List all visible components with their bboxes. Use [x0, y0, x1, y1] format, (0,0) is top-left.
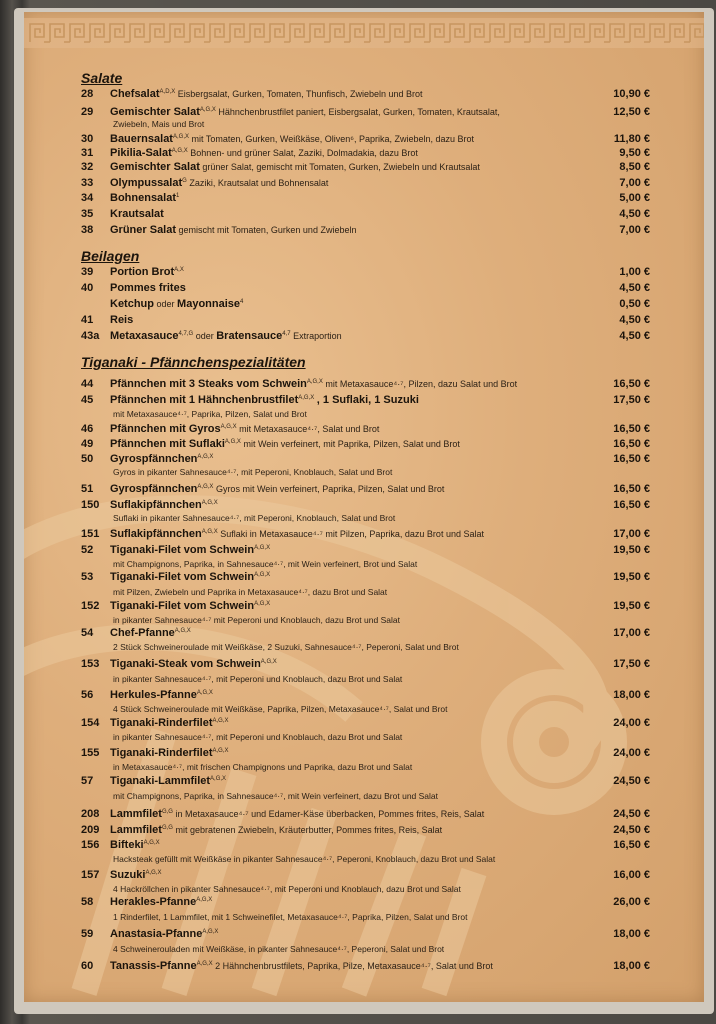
menu-item-line	[110, 896, 212, 908]
item-subdescription: mit Metaxasauce⁴·⁷, Paprika, Pilzen, Salat und Brot	[113, 409, 307, 419]
item-description: gemischt mit Tomaten, Gurken und Zwiebeln	[178, 225, 357, 235]
menu-item-line	[110, 960, 493, 972]
allergen-codes: A,G,X	[199, 107, 216, 113]
section-title: Salate	[81, 70, 123, 86]
item-subdescription: in pikanter Sahnesauce⁴·⁷, mit Peperoni und Knoblauch, dazu Brot und Salat	[113, 732, 403, 742]
item-description: oder	[195, 331, 214, 341]
item-name: Tiganaki-Filet vom Schwein	[110, 600, 255, 612]
menu-item-line	[110, 928, 218, 940]
item-number: 49	[81, 438, 94, 450]
item-price: 16,50 €	[613, 483, 650, 495]
item-price: 24,00 €	[613, 747, 650, 759]
item-number: 152	[81, 600, 100, 612]
menu-item-line	[110, 499, 218, 511]
allergen-codes: A,G,X	[171, 148, 188, 154]
menu-page	[24, 12, 704, 1002]
item-price: 17,50 €	[613, 394, 650, 406]
allergen-codes: A,G,X	[196, 897, 213, 903]
item-price: 19,50 €	[613, 600, 650, 612]
allergen-codes: A,G,X	[201, 529, 218, 535]
item-name: Metaxasauce	[110, 330, 179, 342]
item-name: Tiganaki-Filet vom Schwein	[110, 544, 255, 556]
allergen-codes: A,G,X	[298, 395, 315, 401]
item-number: 58	[81, 896, 94, 908]
allergen-codes: G	[182, 178, 187, 184]
item-name: Lammfilet	[110, 824, 162, 836]
item-name: Pfännchen mit 1 Hähnchenbrustfilet	[110, 394, 299, 406]
item-number: 31	[81, 147, 94, 159]
item-number: 39	[81, 266, 94, 278]
allergen-codes: A,G,X	[174, 628, 191, 634]
item-name-secondary: Bratensauce	[216, 330, 283, 342]
allergen-codes: A,G,X	[143, 840, 160, 846]
item-name: Ketchup	[110, 298, 154, 310]
item-name: Tiganaki-Rinderfilet	[110, 717, 213, 729]
allergen-codes: A,G,X	[197, 454, 214, 460]
item-description: mit Metaxasauce⁴·⁷, Pilzen, dazu Salat und Brot	[325, 379, 518, 389]
menu-item-line	[110, 808, 484, 820]
item-price: 16,00 €	[613, 869, 650, 881]
item-price: 18,00 €	[613, 928, 650, 940]
item-price: 17,50 €	[613, 658, 650, 670]
item-number: 54	[81, 627, 94, 639]
menu-item-line	[110, 747, 229, 759]
item-description: Gyros mit Wein verfeinert, Paprika, Pilzen, Salat und Brot	[215, 484, 445, 494]
item-price: 5,00 €	[619, 192, 650, 204]
item-subdescription: 4 Stück Schweineroulade mit Weißkäse, Paprika, Pilzen, Metaxasauce⁴·⁷, Salat und Brot	[113, 704, 448, 714]
item-number: 154	[81, 717, 100, 729]
item-name-secondary: , 1 Suflaki, 1 Suzuki	[316, 394, 419, 406]
item-price: 24,50 €	[613, 775, 650, 787]
item-price: 4,50 €	[619, 314, 650, 326]
item-name-secondary: Mayonnaise	[177, 298, 241, 310]
item-description: grüner Salat, gemischt mit Tomaten, Gurken, Zwiebeln und Krautsalat	[202, 162, 480, 172]
allergen-codes-secondary: 4	[240, 299, 244, 305]
item-description: in Metaxasauce⁴·⁷ und Edamer-Käse überbacken, Pommes frites, Reis, Salat	[175, 809, 485, 819]
item-description: Bohnen- und grüner Salat, Zaziki, Dolmadakia, dazu Brot	[190, 148, 418, 158]
item-price: 12,50 €	[613, 106, 650, 118]
menu-item-line	[110, 208, 164, 220]
menu-item-line	[110, 658, 277, 670]
menu-item-line	[110, 133, 474, 145]
allergen-codes: A,X	[174, 267, 184, 273]
item-number: 208	[81, 808, 100, 820]
item-number: 29	[81, 106, 94, 118]
menu-item-line	[110, 824, 442, 836]
allergen-codes: A,G,X	[254, 572, 271, 578]
item-number: 151	[81, 528, 100, 540]
menu-item-line	[110, 298, 243, 310]
allergen-codes: A,G,X	[260, 659, 277, 665]
item-price: 16,50 €	[613, 839, 650, 851]
item-name: Reis	[110, 314, 134, 326]
menu-item-line	[110, 177, 328, 189]
item-subdescription: in pikanter Sahnesauce⁴·⁷ mit Peperoni und Knoblauch, dazu Brot und Salat	[113, 615, 400, 625]
item-price: 24,50 €	[613, 808, 650, 820]
menu-item-line	[110, 161, 480, 173]
allergen-codes: A,G,X	[172, 134, 189, 140]
item-number: 150	[81, 499, 100, 511]
allergen-codes: G,G	[161, 809, 173, 815]
menu-item-line	[110, 314, 133, 326]
allergen-codes: 1	[176, 193, 180, 199]
item-number: 57	[81, 775, 94, 787]
item-number: 209	[81, 824, 100, 836]
item-subdescription: in pikanter Sahnesauce⁴·⁷, mit Peperoni und Knoblauch, dazu Brot und Salat	[113, 674, 403, 684]
item-description: mit gebratenen Zwiebeln, Kräuterbutter, Pommes frites, Reis, Salat	[175, 825, 443, 835]
item-price: 4,50 €	[619, 208, 650, 220]
item-number: 53	[81, 571, 94, 583]
item-number: 32	[81, 161, 94, 173]
item-price: 18,00 €	[613, 689, 650, 701]
allergen-codes: A,G,X	[306, 379, 323, 385]
allergen-codes: A,D,X	[159, 89, 176, 95]
item-description: oder	[156, 299, 175, 309]
section-title: Tiganaki - Pfännchenspezialitäten	[81, 354, 306, 370]
item-price: 17,00 €	[613, 627, 650, 639]
allergen-codes: A,G,X	[212, 748, 229, 754]
item-name: Bifteki	[110, 839, 144, 851]
item-subdescription: 2 Stück Schweineroulade mit Weißkäse, 2 Suzuki, Sahnesauce⁴·⁷, Peperoni, Salat und Brot	[113, 642, 459, 652]
item-name: Gyrospfännchen	[110, 453, 198, 465]
menu-item-line	[110, 717, 229, 729]
item-price: 0,50 €	[619, 298, 650, 310]
item-subdescription: Zwiebeln, Mais und Brot	[113, 119, 205, 129]
item-number: 28	[81, 88, 94, 100]
item-number: 50	[81, 453, 94, 465]
item-number: 35	[81, 208, 94, 220]
item-name: Anastasia-Pfanne	[110, 928, 203, 940]
menu-item-line	[110, 394, 419, 406]
menu-item-line	[110, 775, 226, 787]
item-name: Pikilia-Salat	[110, 147, 172, 159]
menu-item-line	[110, 453, 213, 465]
item-name: Lammfilet	[110, 808, 162, 820]
item-name: Gemischter Salat	[110, 161, 200, 173]
menu-item-line	[110, 438, 460, 450]
item-subdescription: mit Pilzen, Zwiebeln und Paprika in Metaxasauce⁴·⁷, dazu Brot und Salat	[113, 587, 388, 597]
item-description: mit Wein verfeinert, mit Paprika, Pilzen, Salat und Brot	[243, 439, 460, 449]
menu-item-line	[110, 600, 270, 612]
item-number: 34	[81, 192, 94, 204]
item-number: 38	[81, 224, 94, 236]
menu-item-line	[110, 147, 418, 159]
item-subdescription: Suflaki in pikanter Sahnesauce⁴·⁷, mit Peperoni, Knoblauch, Salat und Brot	[113, 513, 396, 523]
item-number: 153	[81, 658, 100, 670]
item-name: Portion Brot	[110, 266, 175, 278]
item-number: 30	[81, 133, 94, 145]
allergen-codes: A,G,X	[201, 500, 218, 506]
item-number: 60	[81, 960, 94, 972]
menu-item-line	[110, 330, 342, 342]
allergen-codes: A,G,X	[210, 776, 227, 782]
item-price: 17,00 €	[613, 528, 650, 540]
item-name: Suzuki	[110, 869, 146, 881]
allergen-codes-secondary: 4,7	[282, 331, 291, 337]
allergen-codes: A,G,X	[254, 545, 271, 551]
item-name: Suflakipfännchen	[110, 499, 202, 511]
item-name: Gyrospfännchen	[110, 483, 198, 495]
item-description: Suflaki in Metaxasauce⁴·⁷ mit Pilzen, Paprika, dazu Brot und Salat	[220, 529, 484, 539]
menu-item-line	[110, 544, 270, 556]
item-price: 24,00 €	[613, 717, 650, 729]
item-number: 156	[81, 839, 100, 851]
item-description: Zaziki, Krautsalat und Bohnensalat	[189, 178, 329, 188]
item-number: 56	[81, 689, 94, 701]
item-price: 4,50 €	[619, 330, 650, 342]
menu-item-line	[110, 839, 160, 851]
item-price: 16,50 €	[613, 378, 650, 390]
item-name: Suflakipfännchen	[110, 528, 202, 540]
item-name: Pfännchen mit Gyros	[110, 423, 221, 435]
allergen-codes: A,G,X	[220, 424, 237, 430]
item-number: 52	[81, 544, 94, 556]
menu-item-line	[110, 282, 186, 294]
item-price: 26,00 €	[613, 896, 650, 908]
allergen-codes: 4,7,G	[178, 331, 194, 337]
item-subdescription: Gyros in pikanter Sahnesauce⁴·⁷, mit Peperoni, Knoblauch, Salat und Brot	[113, 467, 393, 477]
item-price: 18,00 €	[613, 960, 650, 972]
item-name: Olympussalat	[110, 177, 183, 189]
item-number: 33	[81, 177, 94, 189]
allergen-codes: A,G,X	[197, 484, 214, 490]
menu-item-line	[110, 106, 500, 118]
allergen-codes: A,G,X	[212, 718, 229, 724]
item-price: 19,50 €	[613, 544, 650, 556]
item-number: 41	[81, 314, 94, 326]
item-price: 1,00 €	[619, 266, 650, 278]
item-name: Krautsalat	[110, 208, 164, 220]
allergen-codes: G,G	[161, 825, 173, 831]
item-price: 8,50 €	[619, 161, 650, 173]
item-price: 19,50 €	[613, 571, 650, 583]
item-name: Chefsalat	[110, 88, 160, 100]
item-subdescription: mit Champignons, Paprika, in Sahnesauce⁴·⁷, mit Wein verfeinert, Brot und Salat	[113, 559, 418, 569]
menu-item-line	[110, 378, 517, 390]
item-subdescription: 4 Schweinerouladen mit Weißkäse, in pikanter Sahnesauce⁴·⁷, Peperoni, Salat und Brot	[113, 944, 445, 954]
item-number: 59	[81, 928, 94, 940]
allergen-codes: A,G,X	[196, 690, 213, 696]
item-name: Pfännchen mit 3 Steaks vom Schwein	[110, 378, 307, 390]
menu-item-line	[110, 483, 444, 495]
menu-item-line	[110, 627, 191, 639]
item-subdescription: 1 Rinderfilet, 1 Lammfilet, mit 1 Schweinefilet, Metaxasauce⁴·⁷, Paprika, Pilzen, Salat und Brot	[113, 912, 468, 922]
menu-item-line	[110, 528, 484, 540]
item-name: Bauernsalat	[110, 133, 173, 145]
item-name: Grüner Salat	[110, 224, 177, 236]
menu-item-line	[110, 571, 270, 583]
item-description: Eisbergsalat, Gurken, Tomaten, Thunfisch, Zwiebeln und Brot	[177, 89, 423, 99]
item-description: mit Metaxasauce⁴·⁷, Salat und Brot	[239, 424, 380, 434]
item-description: mit Tomaten, Gurken, Weißkäse, Oliven⁶, Paprika, Zwiebeln, dazu Brot	[191, 134, 475, 144]
item-price: 10,90 €	[613, 88, 650, 100]
item-name: Gemischter Salat	[110, 106, 200, 118]
item-name: Tiganaki-Filet vom Schwein	[110, 571, 255, 583]
item-number: 44	[81, 378, 94, 390]
item-price: 16,50 €	[613, 423, 650, 435]
menu-content	[24, 12, 704, 1002]
allergen-codes: A,G,X	[145, 870, 162, 876]
menu-item-line	[110, 266, 184, 278]
item-name: Herakles-Pfanne	[110, 896, 197, 908]
item-price: 7,00 €	[619, 177, 650, 189]
item-number: 157	[81, 869, 100, 881]
menu-item-line	[110, 224, 356, 236]
item-subdescription: Hacksteak gefüllt mit Weißkäse in pikanter Sahnesauce⁴·⁷, Peperoni, Knoblauch, dazu Brot und Salat	[113, 854, 496, 864]
item-number: 40	[81, 282, 94, 294]
item-price: 16,50 €	[613, 438, 650, 450]
item-name: Tanassis-Pfanne	[110, 960, 197, 972]
item-price: 7,00 €	[619, 224, 650, 236]
item-number: 43a	[81, 330, 100, 342]
item-number: 51	[81, 483, 94, 495]
menu-item-line	[110, 423, 379, 435]
item-name: Tiganaki-Rinderfilet	[110, 747, 213, 759]
item-number: 155	[81, 747, 100, 759]
allergen-codes: A,G,X	[202, 929, 219, 935]
item-number: 45	[81, 394, 94, 406]
allergen-codes: A,G,X	[224, 439, 241, 445]
item-price: 4,50 €	[619, 282, 650, 294]
allergen-codes: A,G,X	[196, 961, 213, 967]
item-price: 16,50 €	[613, 453, 650, 465]
item-number: 46	[81, 423, 94, 435]
item-name: Tiganaki-Steak vom Schwein	[110, 658, 261, 670]
item-description-secondary: Extraportion	[293, 331, 342, 341]
item-name: Pfännchen mit Suflaki	[110, 438, 225, 450]
item-name: Bohnensalat	[110, 192, 177, 204]
item-subdescription: mit Champignons, Paprika, in Sahnesauce⁴·⁷, mit Wein verfeinert, dazu Brot und Salat	[113, 791, 439, 801]
item-name: Herkules-Pfanne	[110, 689, 197, 701]
item-price: 11,80 €	[613, 133, 650, 145]
menu-item-line	[110, 192, 179, 204]
menu-item-line	[110, 869, 161, 881]
item-price: 24,50 €	[613, 824, 650, 836]
item-description: Hähnchenbrustfilet paniert, Eisbergsalat, Gurken, Tomaten, Krautsalat,	[218, 107, 500, 117]
item-price: 16,50 €	[613, 499, 650, 511]
item-name: Tiganaki-Lammfilet	[110, 775, 211, 787]
item-name: Chef-Pfanne	[110, 627, 175, 639]
item-subdescription: in Metaxasauce⁴·⁷, mit frischen Champignons und Paprika, dazu Brot und Salat	[113, 762, 413, 772]
item-subdescription: 4 Hackröllchen in pikanter Sahnesauce⁴·⁷, mit Peperoni und Knoblauch, dazu Brot und Salat	[113, 884, 461, 894]
item-price: 9,50 €	[619, 147, 650, 159]
item-description: 2 Hähnchenbrustfilets, Paprika, Pilze, Metaxasauce⁴·⁷, Salat und Brot	[215, 961, 493, 971]
allergen-codes: A,G,X	[254, 601, 271, 607]
section-title: Beilagen	[81, 248, 140, 264]
menu-item-line	[110, 88, 423, 100]
item-name: Pommes frites	[110, 282, 186, 294]
menu-item-line	[110, 689, 213, 701]
